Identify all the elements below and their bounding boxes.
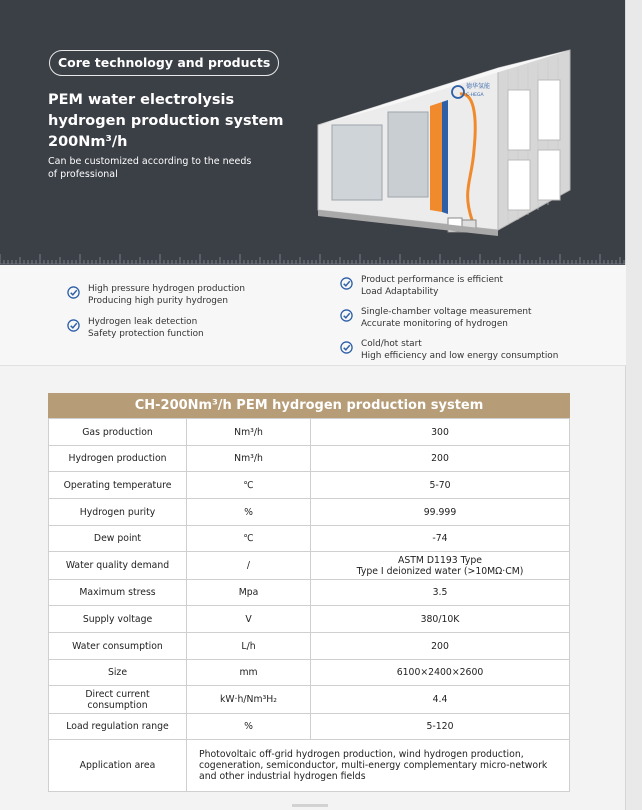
feature-line-2: Accurate monitoring of hydrogen [361, 319, 508, 329]
feature-line-2: Load Adaptability [361, 287, 439, 297]
product-title-line-2: hydrogen production system [48, 113, 284, 129]
param-line-2: consumption [87, 699, 148, 711]
check-circle-icon [67, 286, 80, 299]
table-row [49, 606, 570, 633]
unit-cell: L/h [187, 633, 311, 660]
param-cell: Application area [49, 740, 187, 792]
feature-line-2: Producing high purity hydrogen [88, 296, 228, 306]
table-row [49, 740, 570, 792]
value-cell [311, 552, 570, 580]
value-cell: 5-120 [311, 714, 570, 740]
hero-banner [0, 0, 642, 265]
feature-line-1: Cold/hot start [361, 339, 422, 349]
features-section [0, 265, 626, 366]
value-cell: 300 [311, 419, 570, 446]
value-cell: 380/10K [311, 606, 570, 633]
feature-line-2: High efficiency and low energy consumption [361, 351, 559, 361]
unit-cell: Nm³/h [187, 419, 311, 446]
param-cell: Water consumption [49, 633, 187, 660]
check-circle-icon [340, 309, 353, 322]
value-cell [187, 740, 570, 792]
param-cell: Operating temperature [49, 472, 187, 499]
table-row [49, 419, 570, 446]
table-row [49, 580, 570, 606]
spec-table-title: CH-200Nm³/h PEM hydrogen production system [48, 393, 570, 418]
param-line-1: Direct current [85, 688, 150, 700]
page-scrollbar[interactable] [625, 0, 642, 810]
param-cell [49, 686, 187, 714]
unit-cell: Nm³/h [187, 446, 311, 472]
value-cell: 200 [311, 446, 570, 472]
electrolyzer-container-image [312, 40, 584, 252]
table-row [49, 714, 570, 740]
value-cell: 3.5 [311, 580, 570, 606]
param-cell: Size [49, 660, 187, 686]
unit-cell: mm [187, 660, 311, 686]
table-row [49, 660, 570, 686]
brand-cn-text: 德华氢能 [466, 83, 491, 90]
section-pill: Core technology and products [49, 50, 279, 76]
unit-cell: / [187, 552, 311, 580]
spec-table-grid [48, 418, 570, 792]
unit-cell: % [187, 714, 311, 740]
feature-line-2: Safety protection function [88, 329, 204, 339]
value-cell: 4.4 [311, 686, 570, 714]
param-cell: Dew point [49, 526, 187, 552]
check-circle-icon [67, 319, 80, 332]
param-cell: Supply voltage [49, 606, 187, 633]
param-cell: Load regulation range [49, 714, 187, 740]
value-cell: -74 [311, 526, 570, 552]
value-cell: 99.999 [311, 499, 570, 526]
table-row [49, 686, 570, 714]
check-circle-icon [340, 341, 353, 354]
value-line-3: and other industrial hydrogen fields [199, 771, 366, 782]
value-cell: 5-70 [311, 472, 570, 499]
brand-en-text: C-HEGA [466, 93, 484, 98]
spec-table [48, 393, 570, 792]
ruler-decoration [0, 252, 626, 265]
table-row [49, 526, 570, 552]
table-row [49, 499, 570, 526]
feature-line-1: Single-chamber voltage measurement [361, 307, 532, 317]
value-line-2: Type I deionized water (>10MΩ·CM) [356, 565, 524, 577]
param-cell: Water quality demand [49, 552, 187, 580]
check-circle-icon [340, 277, 353, 290]
table-row [49, 552, 570, 580]
feature-line-1: High pressure hydrogen production [88, 284, 245, 294]
table-row [49, 633, 570, 660]
product-title-line-3: 200Nm³/h [48, 134, 128, 150]
param-cell: Hydrogen purity [49, 499, 187, 526]
product-subtitle: Can be customized according to the needs of professional [48, 156, 252, 180]
product-title [48, 90, 288, 153]
unit-cell: ℃ [187, 472, 311, 499]
table-row [49, 446, 570, 472]
unit-cell: ℃ [187, 526, 311, 552]
value-cell: 6100×2400×2600 [311, 660, 570, 686]
product-title-line-1: PEM water electrolysis [48, 92, 235, 108]
table-row [49, 472, 570, 499]
unit-cell: Mpa [187, 580, 311, 606]
feature-line-1: Hydrogen leak detection [88, 317, 198, 327]
value-line-1: ASTM D1193 Type [397, 554, 483, 566]
feature-line-1: Product performance is efficient [361, 275, 504, 285]
param-cell: Hydrogen production [49, 446, 187, 472]
unit-cell: V [187, 606, 311, 633]
value-line-2: cogeneration, semiconductor, multi-energy complementary micro-network [199, 760, 548, 771]
param-cell: Maximum stress [49, 580, 187, 606]
param-cell: Gas production [49, 419, 187, 446]
unit-cell: % [187, 499, 311, 526]
value-cell: 200 [311, 633, 570, 660]
unit-cell: kW·h/Nm³H₂ [187, 686, 311, 714]
value-line-1: Photovoltaic off-grid hydrogen production, wind hydrogen production, [199, 749, 524, 760]
page-cut-mark [290, 802, 330, 808]
